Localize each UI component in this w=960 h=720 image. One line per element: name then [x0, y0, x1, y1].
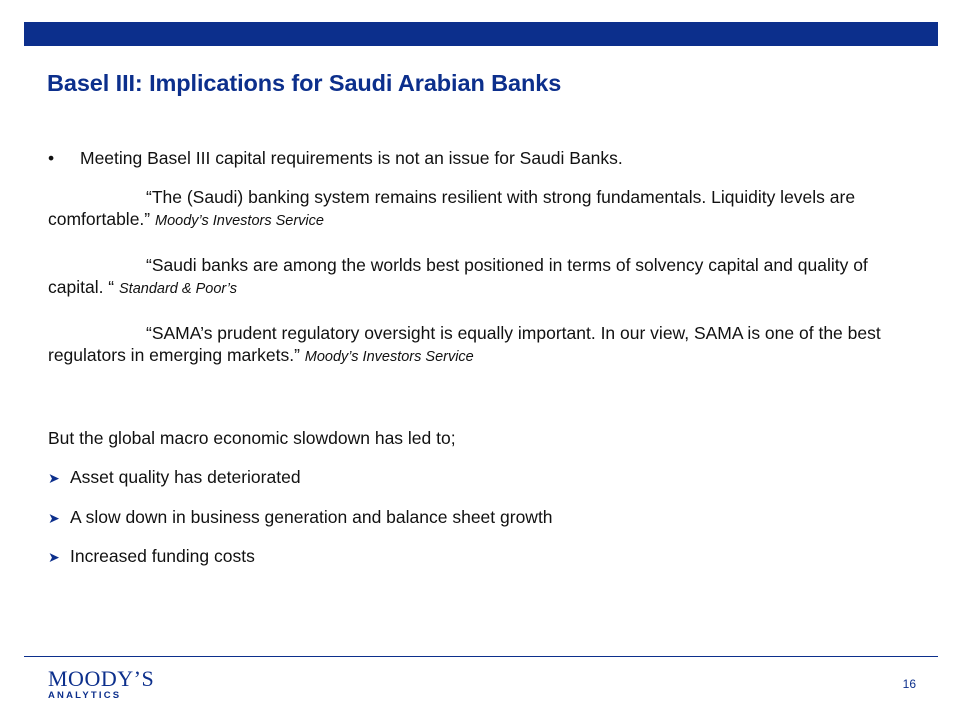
quote-moodys-2 [48, 322, 916, 368]
quote-text: “SAMA’s prudent regulatory oversight is equally important. In our view, SAMA is one of the best regulators in emerging markets.” [48, 323, 881, 365]
bullet-item [48, 147, 928, 169]
bullet-icon: • [48, 148, 55, 168]
quote-source: Standard & Poor’s [119, 281, 237, 297]
logo-subtitle: ANALYTICS [48, 690, 122, 701]
arrow-bullet-icon: ➤ [48, 549, 60, 565]
list-item-text: Increased funding costs [70, 546, 255, 566]
list-item [48, 506, 553, 529]
list-item-text: Asset quality has deteriorated [70, 467, 301, 487]
header-bar [24, 22, 938, 46]
quote-text: “Saudi banks are among the worlds best positioned in terms of solvency capital and quality of capital. “ [48, 255, 868, 297]
page-number: 16 [902, 677, 916, 691]
list-item [48, 466, 301, 489]
bullet-text: Meeting Basel III capital requirements is not an issue for Saudi Banks. [80, 148, 623, 168]
arrow-bullet-icon: ➤ [48, 470, 60, 486]
list-item [48, 545, 255, 568]
arrow-bullet-icon: ➤ [48, 510, 60, 526]
footer-divider [24, 656, 938, 657]
quote-text: “The (Saudi) banking system remains resilient with strong fundamentals. Liquidity levels are comfortable.” [48, 187, 856, 229]
slide-title: Basel III: Implications for Saudi Arabian Banks [47, 70, 562, 96]
quote-source: Moody’s Investors Service [304, 349, 474, 365]
lead-text: But the global macro economic slowdown has led to; [48, 428, 456, 448]
quote-sp [48, 254, 916, 300]
logo-brand: MOODY’S [48, 666, 155, 691]
moodys-analytics-logo [48, 668, 154, 702]
quote-moodys-1 [48, 186, 916, 232]
quote-source: Moody’s Investors Service [155, 213, 324, 229]
list-item-text: A slow down in business generation and balance sheet growth [70, 507, 553, 527]
